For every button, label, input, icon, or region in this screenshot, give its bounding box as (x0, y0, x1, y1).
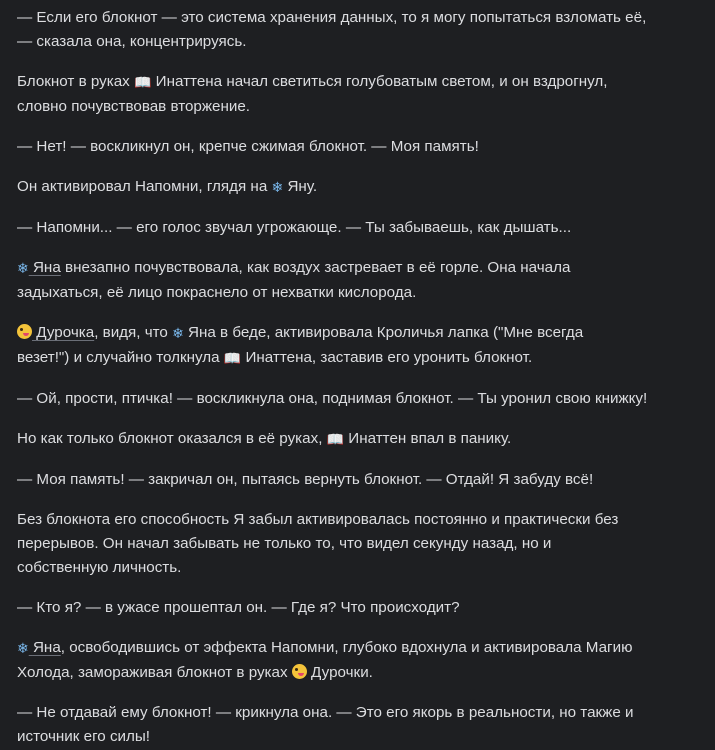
text-line: — Не отдавай ему блокнот! — крикнула она. — Это его якорь в реальности, но также и (17, 704, 634, 721)
user-mention[interactable] (17, 639, 61, 656)
paragraph (17, 468, 699, 492)
text-segment: внезапно почувствовала, как воздух застревает в её горле. Она начала (60, 259, 571, 276)
paragraph (17, 636, 699, 685)
text-line: — Кто я? — в ужасе прошептал он. — Где я? Что происходит? (17, 599, 460, 616)
paragraph (17, 6, 699, 54)
open-book-icon: 📖 (326, 432, 345, 448)
text-segment: Холода, замораживая блокнот в руках (17, 664, 292, 681)
mention-label: Яна (32, 639, 61, 656)
user-mention[interactable] (17, 324, 94, 341)
text-segment: , освободившись от эффекта Напомни, глубоко вдохнула и активировала Магию (60, 639, 633, 656)
paragraph (17, 256, 699, 305)
text-segment: Но как только блокнот оказался в её руках, (17, 430, 327, 447)
paragraph (17, 321, 699, 371)
text-segment: Яну. (283, 178, 318, 195)
paragraph (17, 701, 699, 749)
text-segment: Инаттена начал светиться голубоватым светом, и он вздрогнул, (151, 73, 608, 90)
text-segment: Блокнот в руках (17, 73, 134, 90)
text-segment: Яна в беде, активировала Кроличья лапка ("Мне всегда (183, 324, 584, 341)
text-line (17, 175, 699, 200)
user-mention[interactable] (17, 259, 61, 276)
paragraph (17, 175, 699, 200)
text-line: перерывов. Он начал забывать не только то, что видел секунду назад, но и (17, 535, 552, 552)
text-line (17, 427, 699, 452)
mention-label: Яна (32, 259, 61, 276)
text-line: источник его силы! (17, 728, 151, 745)
text-line: задыхаться, её лицо покраснело от нехватки кислорода. (17, 284, 417, 301)
text-line (17, 636, 699, 661)
paragraph (17, 596, 699, 620)
text-line: — Моя память! — закричал он, пытаясь вернуть блокнот. — Отдай! Я забуду всё! (17, 471, 594, 488)
text-line: словно почувствовав вторжение. (17, 98, 251, 115)
paragraph (17, 508, 699, 580)
paragraph (17, 216, 699, 240)
open-book-icon: 📖 (134, 75, 152, 91)
text-line: — Ой, прости, птичка! — воскликнула она, поднимая блокнот. — Ты уронил свою книжку! (17, 390, 648, 407)
mention-label: Дурочка (36, 324, 95, 341)
open-book-icon: 📖 (223, 351, 242, 367)
paragraph (17, 70, 699, 119)
snowflake-icon: ❄ (172, 326, 184, 342)
text-segment: Инаттена, заставив его уронить блокнот. (241, 349, 533, 366)
text-line (17, 256, 699, 281)
text-line: — сказала она, концентрируясь. (17, 33, 247, 50)
snowflake-icon: ❄ (17, 641, 29, 657)
text-segment: Инаттен впал в панику. (344, 430, 512, 447)
text-segment: , видя, что (94, 324, 173, 341)
snowflake-icon: ❄ (271, 180, 284, 196)
text-line: — Нет! — воскликнул он, крепче сжимая блокнот. — Моя память! (17, 138, 479, 155)
zany-face-icon (17, 324, 32, 339)
paragraph (17, 427, 699, 452)
text-line (17, 70, 699, 95)
paragraph (17, 387, 699, 411)
text-line (17, 321, 699, 346)
zany-face-icon (292, 664, 307, 679)
text-segment: Он активировал Напомни, глядя на (17, 178, 272, 195)
text-line: собственную личность. (17, 559, 182, 576)
text-segment: везет!") и случайно толкнула (17, 349, 224, 366)
paragraph (17, 135, 699, 159)
text-segment: Дурочки. (306, 664, 373, 681)
text-line: — Напомни... — его голос звучал угрожающе. — Ты забываешь, как дышать... (17, 219, 572, 236)
text-line: Без блокнота его способность Я забыл активировалась постоянно и практически без (17, 511, 619, 528)
text-line (17, 661, 699, 685)
snowflake-icon: ❄ (17, 261, 29, 277)
text-line (17, 346, 699, 371)
text-line: — Если его блокнот — это система хранения данных, то я могу попытаться взломать её, (17, 9, 647, 26)
